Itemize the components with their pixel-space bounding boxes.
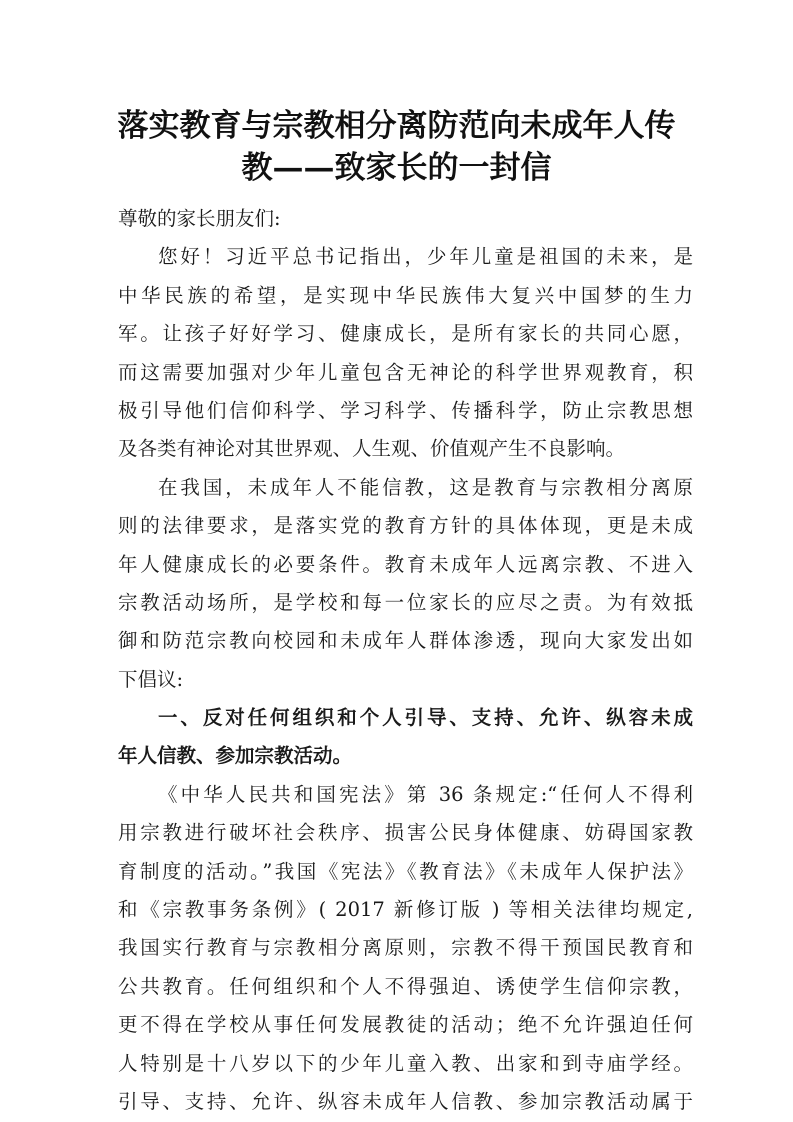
salutation: 尊敬的家长朋友们: [118,207,281,230]
document-title-line-2: 教——致家长的一封信 [241,150,552,186]
paragraph-line: 您好！习近平总书记指出，少年儿童是祖国的未来，是 [158,245,693,269]
section-heading-line: 一、反对任何组织和个人引导、支持、允许、纵容未成 [158,706,693,730]
paragraph-line: 和《宗教事务条例》( 2017 新修订版 ) 等相关法律均规定, [118,898,693,922]
document-title-line-1: 落实教育与宗教相分离防范向未成年人传 [117,108,676,144]
paragraph-line: 人特别是十八岁以下的少年儿童入教、出家和到寺庙学经。 [118,1051,693,1075]
paragraph-line: 公共教育。任何组织和个人不得强迫、诱使学生信仰宗教， [118,974,693,998]
paragraph-line: 年人健康成长的必要条件。教育未成年人远离宗教、不进入 [118,552,693,576]
paragraph-line: 下倡议: [118,667,184,691]
paragraph-line: 御和防范宗教向校园和未成年人群体渗透，现向大家发出如 [118,629,693,653]
paragraph-line: 用宗教进行破坏社会秩序、损害公民身体健康、妨碍国家教 [118,821,693,845]
paragraph-line: 在我国，未成年人不能信教，这是教育与宗教相分离原 [158,475,693,499]
paragraph-line: 引导、支持、允许、纵容未成年人信教、参加宗教活动属于 [118,1089,693,1113]
paragraph-line: 更不得在学校从事任何发展教徒的活动；绝不允许强迫任何 [118,1013,693,1037]
paragraph-line: 而这需要加强对少年儿童包含无神论的科学世界观教育，积 [118,360,693,384]
paragraph-line: 则的法律要求，是落实党的教育方针的具体体现，更是未成 [118,514,693,538]
section-heading-line: 年人信教、参加宗教活动。 [118,744,353,768]
paragraph-line: 中华民族的希望，是实现中华民族伟大复兴中国梦的生力 [118,283,693,307]
paragraph-line: 《中华人民共和国宪法》第 36 条规定:“任何人不得利 [158,782,693,806]
paragraph-line: 宗教活动场所，是学校和每一位家长的应尽之责。为有效抵 [118,590,693,614]
paragraph-line: 育制度的活动。”我国《宪法》《教育法》《未成年人保护法》 [118,859,693,883]
paragraph-line: 极引导他们信仰科学、学习科学、传播科学，防止宗教思想 [118,398,693,422]
letter-body [118,200,693,1121]
paragraph-line: 及各类有神论对其世界观、人生观、价值观产生不良影响。 [118,437,626,461]
paragraph-line: 军。让孩子好好学习、健康成长，是所有家长的共同心愿， [118,322,693,346]
paragraph-line: 我国实行教育与宗教相分离原则，宗教不得干预国民教育和 [118,936,693,960]
